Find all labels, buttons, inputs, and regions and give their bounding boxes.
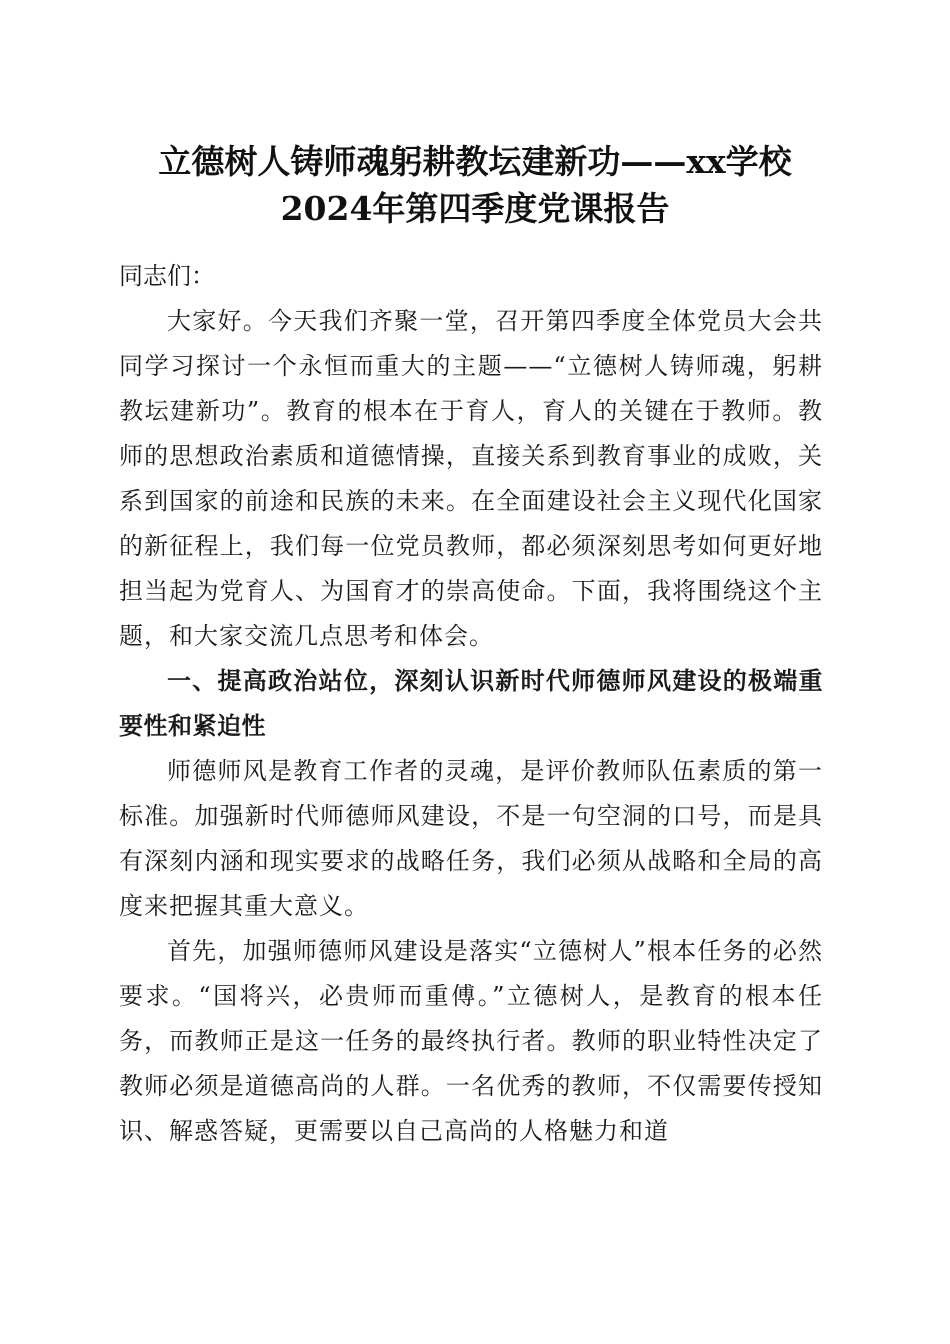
paragraph-intro: 大家好。今天我们齐聚一堂，召开第四季度全体党员大会共同学习探讨一个永恒而重大的主题——“立德树人铸师魂，躬耕教坛建新功”。教育的根本在于育人，育人的关键在于教师。教师的思想政治素质和道德情操，直接关系到教育事业的成败，关系到国家的前途和民族的未来。在全面建设社会主义现代化国家的新征程上，我们每一位党员教师，都必须深刻思考如何更好地担当起为党育人、为国育才的崇高使命。下面，我将围绕这个主题，和大家交流几点思考和体会。 [119, 307, 823, 650]
title-line-2: 2024年第四季度党课报告 [280, 189, 670, 228]
salutation: 同志们： [119, 262, 215, 290]
document-body [119, 254, 823, 1154]
title-line-1: 立德树人铸师魂躬耕教坛建新功——xx学校 [158, 142, 792, 181]
paragraph-first-point: 首先，加强师德师风建设是落实“立德树人”根本任务的必然要求。“国将兴，必贵师而重傅。”立德树人，是教育的根本任务，而教师正是这一任务的最终执行者。教师的职业特性决定了教师必须是道德高尚的人群。一名优秀的教师，不仅需要传授知识、解惑答疑，更需要以自己高尚的人格魅力和道 [119, 937, 823, 1145]
document-title [100, 138, 850, 232]
section-heading-1: 一、提高政治站位，深刻认识新时代师德师风建设的极端重要性和紧迫性 [119, 667, 823, 740]
paragraph-section1-intro: 师德师风是教育工作者的灵魂，是评价教师队伍素质的第一标准。加强新时代师德师风建设，不是一句空洞的口号，而是具有深刻内涵和现实要求的战略任务，我们必须从战略和全局的高度来把握其重大意义。 [119, 757, 823, 920]
